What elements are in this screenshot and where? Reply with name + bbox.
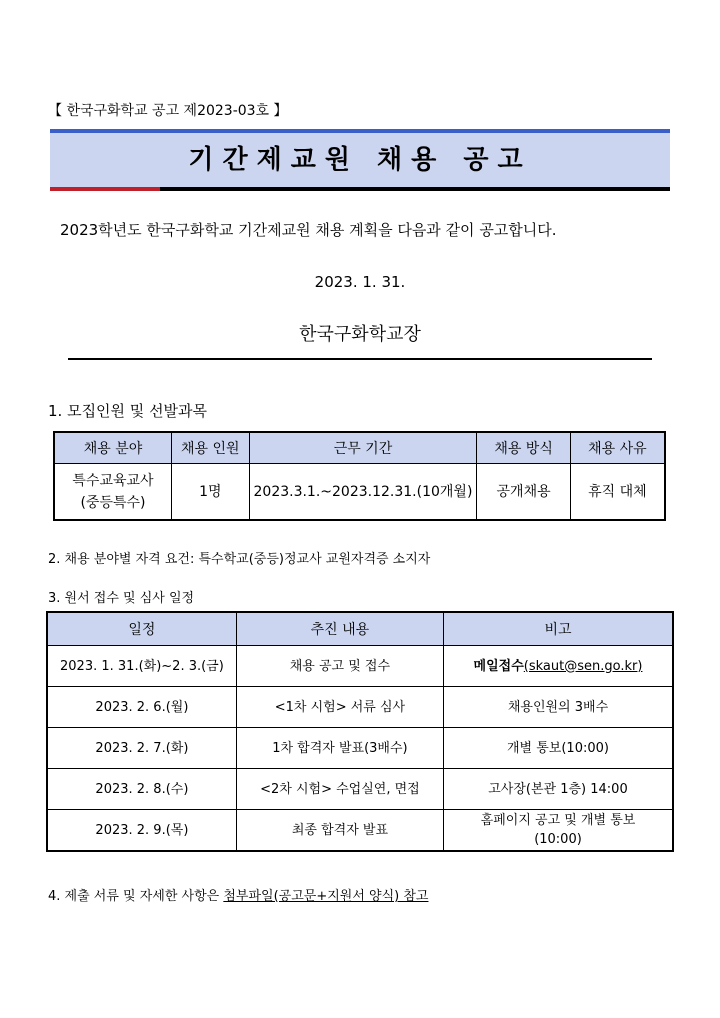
cell-note: 채용인원의 3배수 <box>443 687 673 728</box>
cell-content: 최종 합격자 발표 <box>236 810 443 852</box>
header-note: 비고 <box>443 612 673 646</box>
table-row <box>47 810 673 852</box>
cell-date: 2023. 2. 8.(수) <box>47 769 236 810</box>
cell-period: 2023.3.1.~2023.12.31.(10개월) <box>249 464 477 521</box>
notice-date: 2023. 1. 31. <box>314 273 406 291</box>
cell-content: <2차 시험> 수업실연, 면접 <box>236 769 443 810</box>
field-line2: (중등특수) <box>80 494 146 511</box>
cell-date: 2023. 2. 9.(목) <box>47 810 236 852</box>
cell-date: 2023. 2. 7.(화) <box>47 728 236 769</box>
cell-field <box>54 464 171 521</box>
cell-content: 채용 공고 및 접수 <box>236 646 443 687</box>
section1-heading: 1. 모집인원 및 선발과목 <box>48 402 208 420</box>
cell-content: 1차 합격자 발표(3배수) <box>236 728 443 769</box>
table-header-row <box>47 612 673 646</box>
cell-note <box>443 646 673 687</box>
header-schedule: 일정 <box>47 612 236 646</box>
cell-date: 2023. 1. 31.(화)~2. 3.(금) <box>47 646 236 687</box>
cell-note: 개별 통보(10:00) <box>443 728 673 769</box>
table-row <box>47 728 673 769</box>
header-method: 채용 방식 <box>477 432 571 464</box>
table-row <box>47 646 673 687</box>
cell-note <box>443 810 673 852</box>
attachment-reference: 첨부파일(공고문+지원서 양식) 참고 <box>223 889 429 904</box>
note-line2: (10:00) <box>534 832 582 847</box>
header-content: 추진 내용 <box>236 612 443 646</box>
header-period: 근무 기간 <box>249 432 477 464</box>
table-header-row <box>54 432 665 464</box>
page-title: 기간제교원 채용 공고 <box>188 145 532 175</box>
field-line1: 특수교육교사 <box>72 472 154 489</box>
schedule-table <box>46 611 674 852</box>
intro-text: 2023학년도 한국구화학교 기간제교원 채용 계획을 다음과 같이 공고합니다. <box>60 221 557 239</box>
header-field: 채용 분야 <box>54 432 171 464</box>
section4-heading <box>48 885 428 904</box>
header-reason: 채용 사유 <box>570 432 665 464</box>
cell-note: 고사장(본관 1층) 14:00 <box>443 769 673 810</box>
table-row <box>47 687 673 728</box>
email-link[interactable]: (skaut@sen.go.kr) <box>523 658 643 674</box>
issuer: 한국구화학교장 <box>299 324 421 345</box>
note-bold: 메일접수 <box>473 658 524 674</box>
divider <box>68 358 652 360</box>
section4-prefix: 4. 제출 서류 및 자세한 사항은 <box>48 889 224 904</box>
header-count: 채용 인원 <box>171 432 249 464</box>
note-line1: 홈페이지 공고 및 개별 통보 <box>480 813 636 828</box>
cell-method: 공개채용 <box>477 464 571 521</box>
recruitment-table <box>53 431 666 521</box>
cell-count: 1명 <box>171 464 249 521</box>
cell-reason: 휴직 대체 <box>570 464 665 521</box>
table-row <box>47 769 673 810</box>
notice-number: 【 한국구화학교 공고 제2023-03호 】 <box>48 103 288 119</box>
section2-heading: 2. 채용 분야별 자격 요건: 특수학교(중등)정교사 교원자격증 소지자 <box>48 552 431 567</box>
cell-content: <1차 시험> 서류 심사 <box>236 687 443 728</box>
section3-heading: 3. 원서 접수 및 심사 일정 <box>48 591 195 606</box>
cell-date: 2023. 2. 6.(월) <box>47 687 236 728</box>
table-row <box>54 464 665 521</box>
